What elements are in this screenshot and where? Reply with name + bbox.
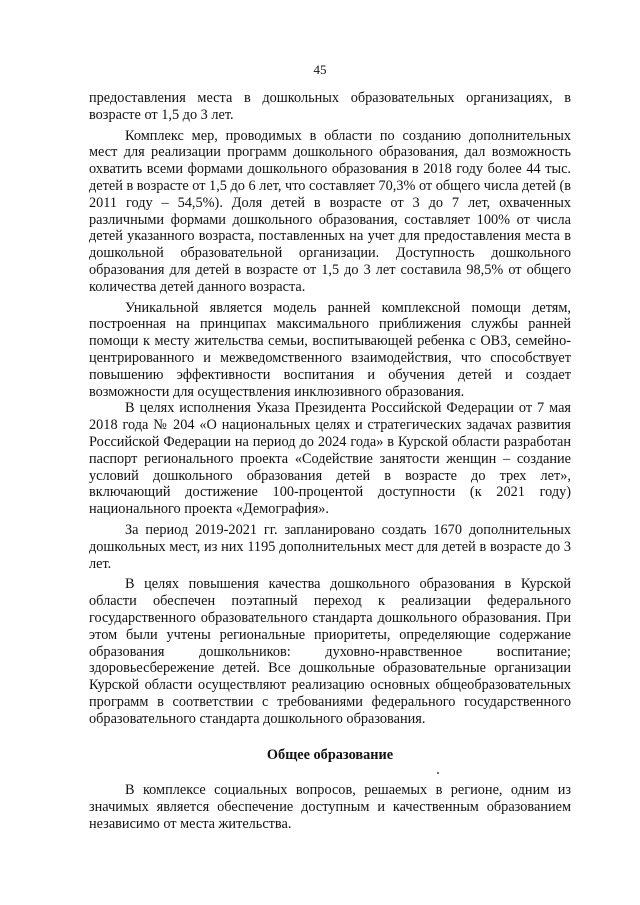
paragraph-preschool-coverage: Комплекс мер, проводимых в области по созданию дополнительных мест для реализации программ дошкольного образования, дал возможность охватить всеми формами дошкольного образования в 2018 году более 44 тыс. детей в возрасте от 1,5 до 6 лет, что составляет 70,3% от общего числа детей (в 2011 году – 54,5%). Доля детей в возрасте от 3 до 7 лет, охваченных различными формами дошкольного образования, составляет 100% от числа детей указанного возраста, поставленных на учет для предоставления места в дошкольной образовательной организации. Доступность дошкольного образования для детей в возрасте от 1,5 до 3 лет составила 98,5% от общего количества детей данного возраста. bbox=[89, 127, 571, 295]
scan-speck bbox=[437, 772, 439, 774]
paragraph-fgos-transition: В целях повышения качества дошкольного образования в Курской области обеспечен поэтапный переход к реализации федерального государственного образовательного стандарта дошкольного образования. При этом были учтены региональные приоритеты, определяющие содержание образования дошкольников: духовно-нравственное воспитание; здоровьесбережение детей. Все дошкольные образовательные организации Курской области осуществляют реализацию основных общеобразовательных программ в соответствии с требованиями федерального государственного образовательного стандарта дошкольного образования. bbox=[89, 576, 571, 727]
paragraph-general-education: В комплексе социальных вопросов, решаемых в регионе, одним из значимых является обеспечение доступным и качественным образованием независимо от места жительства. bbox=[89, 782, 571, 832]
paragraph-continuation: предоставления места в дошкольных образовательных организациях, в возрасте от 1,5 до 3 лет. bbox=[89, 90, 571, 123]
paragraph-regional-project: В целях исполнения Указа Президента Российской Федерации от 7 мая 2018 года № 204 «О национальных целях и стратегических задачах развития Российской Федерации на период до 2024 года» в Курской области разработан паспорт регионального проекта «Содействие занятости женщин – создание условий дошкольного образования детей в возрасте до трех лет», включающий достижение 100-процентой доступности (к 2021 году) национального проекта «Демография». bbox=[89, 400, 571, 518]
body-text bbox=[89, 90, 571, 833]
paragraph-new-places: За период 2019-2021 гг. запланировано создать 1670 дополнительных дошкольных мест, из них 1195 дополнительных мест для детей в возрасте до 3 лет. bbox=[89, 521, 571, 572]
section-heading: Общее образование bbox=[266, 747, 394, 764]
paragraph-early-help-model: Уникальной является модель ранней комплексной помощи детям, построенная на принципах максимального приближения службы ранней помощи к месту жительства семьи, воспитывающей ребенка с ОВЗ, семейно- центрированного и межведомственного взаимодействия, что способствует повышению эффективности воспитания и обучения детей и создает возможности для осуществления инклюзивного образования. bbox=[89, 299, 571, 400]
page-number: 45 bbox=[313, 62, 327, 77]
